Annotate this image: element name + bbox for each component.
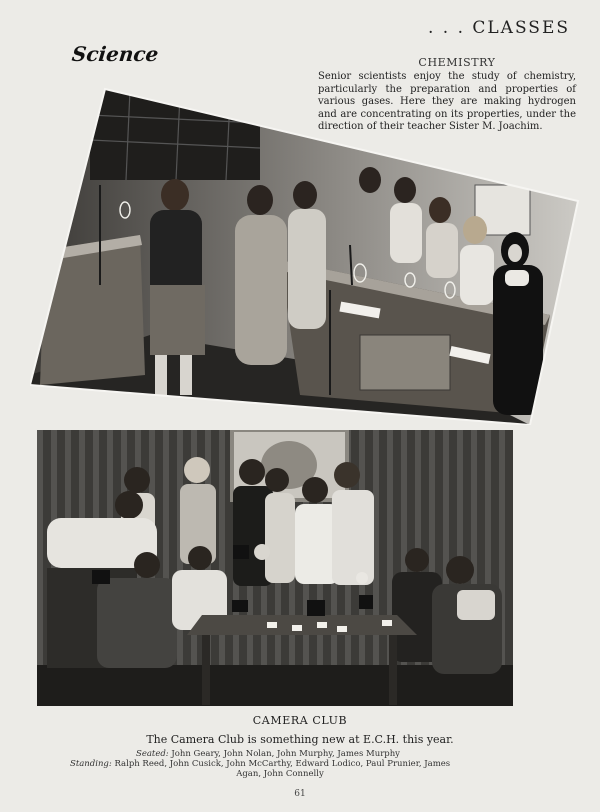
camera-club-photo <box>37 430 513 706</box>
standing-row <box>70 759 490 769</box>
seated-row <box>70 749 490 759</box>
camera-club-title: CAMERA CLUB <box>252 714 348 727</box>
chemistry-title: CHEMISTRY <box>418 56 496 69</box>
seated-label: Seated: <box>136 749 169 759</box>
page-number: 61 <box>294 789 306 799</box>
camera-club-names <box>70 749 490 779</box>
seated-names: John Geary, John Nolan, John Murphy, James Murphy <box>171 749 400 759</box>
standing-names-continued: Agan, John Connelly <box>236 769 324 779</box>
page-heading: Science <box>70 42 160 66</box>
standing-label: Standing: <box>70 759 112 769</box>
chemistry-photo <box>30 85 590 425</box>
standing-names: Ralph Reed, John Cusick, John McCarthy, Edward Lodico, Paul Prunier, James <box>114 759 451 769</box>
section-header: . . . CLASSES <box>427 18 570 38</box>
camera-club-caption: The Camera Club is something new at E.C.H. this year. <box>146 733 454 746</box>
chemistry-caption: Senior scientists enjoy the study of chemistry, particularly the preparation and properties of various gases. Here they are making hydrogen and are concentrating on its properties, under the direction of their teacher Sister M. Joachim. <box>318 71 576 132</box>
